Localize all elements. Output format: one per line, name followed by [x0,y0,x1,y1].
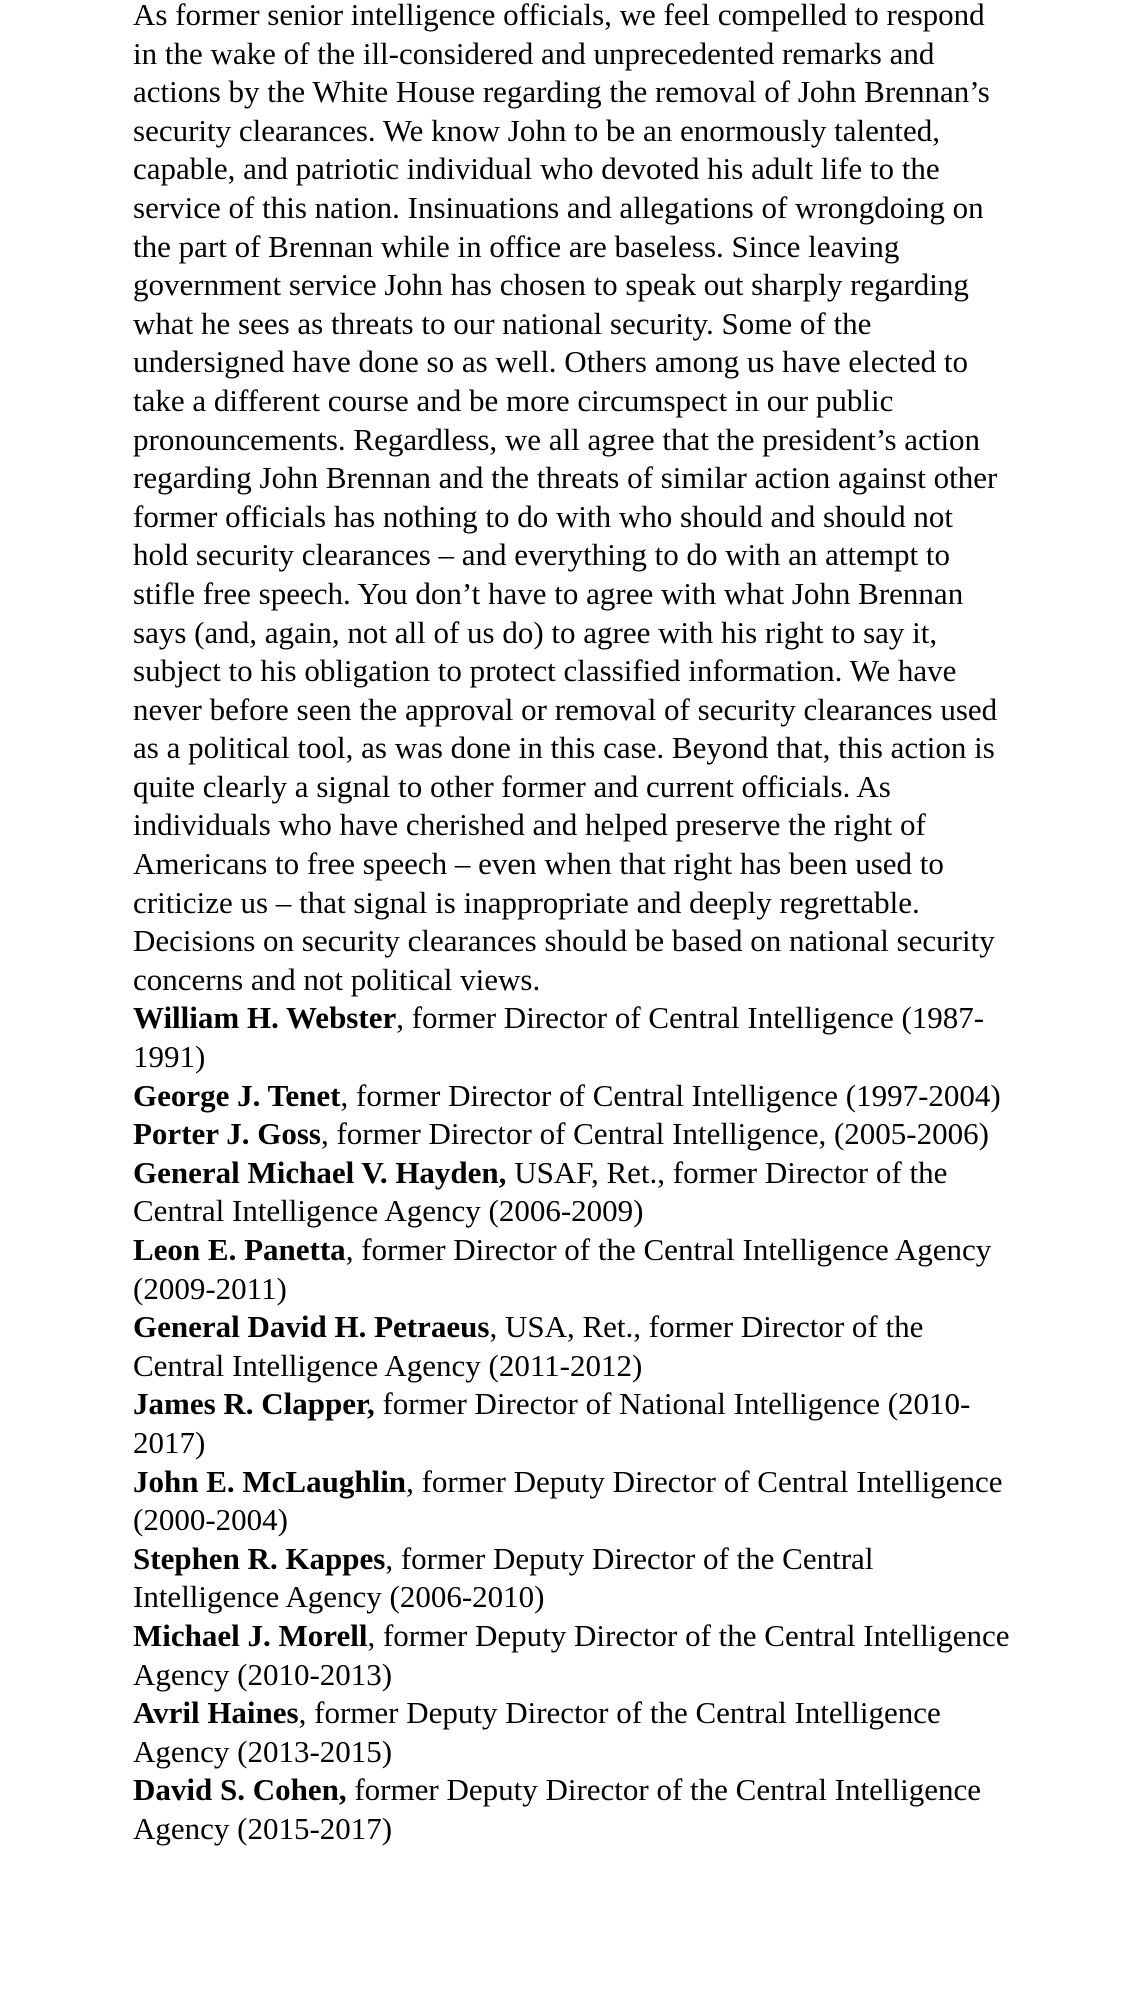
signatory [133,999,1013,1076]
signatory [133,1617,1013,1694]
signatory-name: John E. McLaughlin [133,1463,407,1499]
signatory-name: James R. Clapper, [133,1386,375,1422]
signatory [133,1540,1013,1617]
signatory [133,1231,1013,1308]
signatory [133,1694,1013,1771]
signatory [133,1115,1013,1154]
signatory-name: David S. Cohen, [133,1772,347,1808]
signatory [133,1385,1013,1462]
signatory [133,1308,1013,1385]
signatory-name: Michael J. Morell [133,1617,368,1653]
signatory [133,1077,1013,1116]
signatory-name: General David H. Petraeus [133,1309,490,1345]
signatory-name: Porter J. Goss [133,1116,321,1152]
signatory-title: former Deputy Director of the Central Intelligence Agency (2015-2017) [133,1772,981,1846]
signatory-title: , former Deputy Director of the Central Intelligence Agency (2006-2010) [133,1540,874,1615]
signatory-name: General Michael V. Hayden, [133,1154,507,1190]
signatory-title: , former Director of the Central Intelligence Agency (2009-2011) [133,1232,992,1306]
signatory-title: former Director of National Intelligence (2010-2017) [133,1386,971,1460]
letter-body: As former senior intelligence officials, we feel compelled to respond in the wake of the ill-considered and unprecedented remarks and actions by the White House regarding the removal of John Brennan’s security clearances. We know John to be an enormously talented, capable, and patriotic individual who devoted his adult life to the service of this nation. Insinuations and allegations of wrongdoing on the part of Brennan while in office are baseless. Since leaving government service John has chosen to speak out sharply regarding what he sees as threats to our national security. Some of the undersigned have done so as well. Others among us have elected to take a different course and be more circumspect in our public pronouncements. Regardless, we all agree that the president’s action regarding John Brennan and the threats of similar action against other former officials has nothing to do with who should and should not hold security clearances – and everything to do with an attempt to stifle free speech. You don’t have to agree with what John Brennan says (and, again, not all of us do) to agree with his right to say it, subject to his obligation to protect classified information. We have never before seen the approval or removal of security clearances used as a political tool, as was done in this case. Beyond that, this action is quite clearly a signal to other former and current officials. As individuals who have cherished and helped preserve the right of Americans to free speech – even when that right has been used to criticize us – that signal is inappropriate and deeply regrettable. Decisions on security clearances should be based on national security concerns and not political views. [133,0,998,997]
signatory-name: William H. Webster [133,1000,397,1036]
signatory [133,1771,1013,1848]
signatory-title: , former Director of Central Intelligence (1987-1991) [133,1000,985,1075]
signatory-name: Stephen R. Kappes [133,1540,386,1576]
signatory-name: Avril Haines [133,1695,299,1731]
signatory-title: , former Deputy Director of the Central Intelligence Agency (2013-2015) [133,1695,941,1769]
signatory [133,1463,1013,1540]
signatory-name: George J. Tenet [133,1077,341,1113]
signatory-title: , former Deputy Director of the Central Intelligence Agency (2010-2013) [133,1617,1010,1692]
signatory [133,1154,1013,1231]
signatory-list [133,999,1013,1848]
signatory-title: , former Director of Central Intelligence, (2005-2006) [320,1116,989,1152]
signatory-name: Leon E. Panetta [133,1232,346,1267]
signatory-title: , former Director of Central Intelligence (1997-2004) [340,1077,1001,1113]
signatory-title: USAF, Ret., former Director of the Central Intelligence Agency (2006-2009) [133,1154,948,1229]
signatory-title: , former Deputy Director of Central Intelligence (2000-2004) [133,1463,1003,1538]
letter-document [133,0,1013,1849]
signatory-title: , USA, Ret., former Director of the Central Intelligence Agency (2011-2012) [133,1309,924,1383]
